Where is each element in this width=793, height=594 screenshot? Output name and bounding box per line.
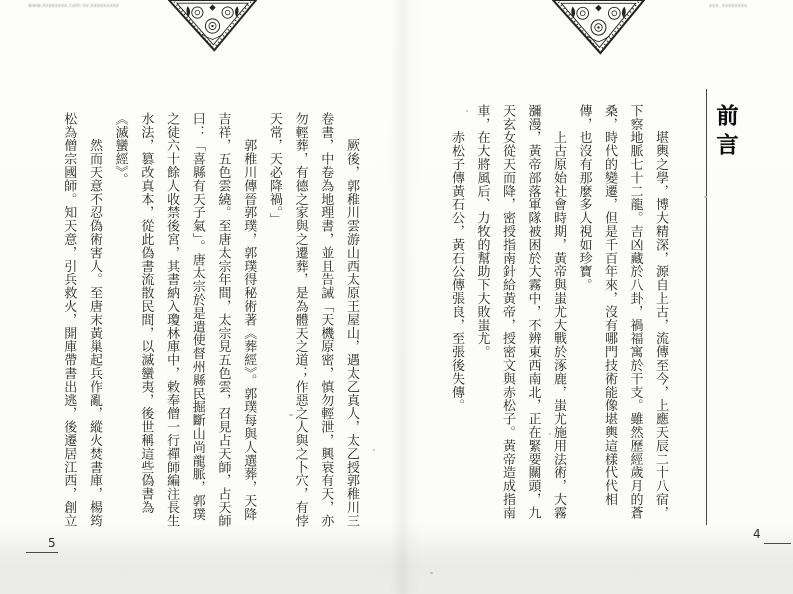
scan-speck [373, 449, 375, 451]
text-column: 勿輕葬，有德之家與之遷葬，是為體天之道；作惡之人與之卜穴，有悖 [293, 112, 309, 528]
scan-speck [704, 196, 707, 198]
scan-speck [466, 110, 468, 112]
scan-speck [289, 414, 293, 416]
text-column: 然而天意不忍偽術害人。至唐末黃巢起兵作亂，縱火焚書庫，楊筠 [87, 112, 103, 528]
preface-page-title: 前言 [714, 104, 739, 162]
left-page-body [56, 112, 365, 548]
text-column: 水法，篡改真本，從此偽書流散民間，以滅蠻夷，後世稱這些偽書為 [139, 112, 155, 514]
text-column: 桑，時代的變遷，但是千百年來，沒有哪門技術能像堪輿這樣代代相 [603, 104, 618, 506]
text-column: 車，在大將風后、力牧的幫助下大敗蚩尤。 [475, 104, 491, 359]
text-column: 天常，天必降禍。」 [267, 112, 283, 227]
text-column: 松為僧宗國師。知天意，引兵救火，開庫帶書出逃，後遷居江西，創立 [62, 112, 78, 528]
text-column: 吉祥，五色雲繞。至唐太宗年間，太宗見五色雲，召見占天師，占天師 [216, 112, 232, 528]
watermark-text-left: www.xxxxxxxx.com xx:xxxxxxxxx [28, 3, 119, 9]
text-column: 之徒六十餘人收禁後宮，其書納入瓊林庫中，敕奉僧一行禪師編注長生 [165, 112, 181, 528]
text-column: 瀰漫，黃帝部落軍隊被困於大霧中，不辨東西南北，正在緊要關頭，九 [526, 104, 542, 520]
text-column: 郭稚川傳晉郭璞，郭璞得秘術著《葬經》。郭璞每與人選葬，天降 [242, 112, 258, 521]
text-column: 下察地脈七十二龍。吉凶藏於八卦，禍福寓於干支。雖然歷經歲月的蒼 [628, 104, 644, 520]
page-number-rule [26, 552, 58, 553]
text-column: 赤松子傳黃石公，黃石公傳張良，至張後失傳。 [450, 104, 465, 413]
page-fold-shadow [390, 0, 420, 594]
text-column: 卷書，中卷為地理書，並且告誡「天機原密，慎勿輕泄，興衰有天，亦 [319, 112, 335, 528]
right-page-body [444, 104, 674, 540]
text-column: 堪輿之學，博大精深，源自上古，流傳至今，上應天辰二十八宿， [654, 104, 669, 520]
page-number-left: 5 [48, 536, 56, 550]
text-column: 傳，也沒有那麼多人視如珍寶。 [577, 104, 593, 292]
lace-corner-ornament-icon [168, 0, 257, 52]
text-column: 曰：「喜縣有天子氣」。唐太宗於是遣使督州縣民掘斷山尚龍脈，郭璞 [190, 112, 206, 521]
watermark-text-right: xxx. xxxxxxxx [709, 3, 748, 9]
page-number-rule [764, 543, 791, 544]
scan-speck [549, 433, 551, 435]
title-divider-line [706, 89, 707, 525]
text-column: 《滅蠻經》。 [113, 112, 129, 186]
lace-corner-ornament-icon [552, 0, 645, 55]
scan-speck [430, 572, 433, 574]
text-column: 上古原始社會時期，黃帝與蚩尤大戰於涿鹿，蚩尤施用法術，大霧 [552, 104, 567, 520]
text-column: 厥後，郭稚川雲游山西太原王屋山，遇太乙真人，太乙授郭稚川三 [345, 112, 360, 528]
page-number-right: 4 [753, 527, 761, 541]
text-column: 天玄女從天而降，密授指南針給黃帝，授密文與赤松子。黃帝造成指南 [501, 104, 516, 520]
